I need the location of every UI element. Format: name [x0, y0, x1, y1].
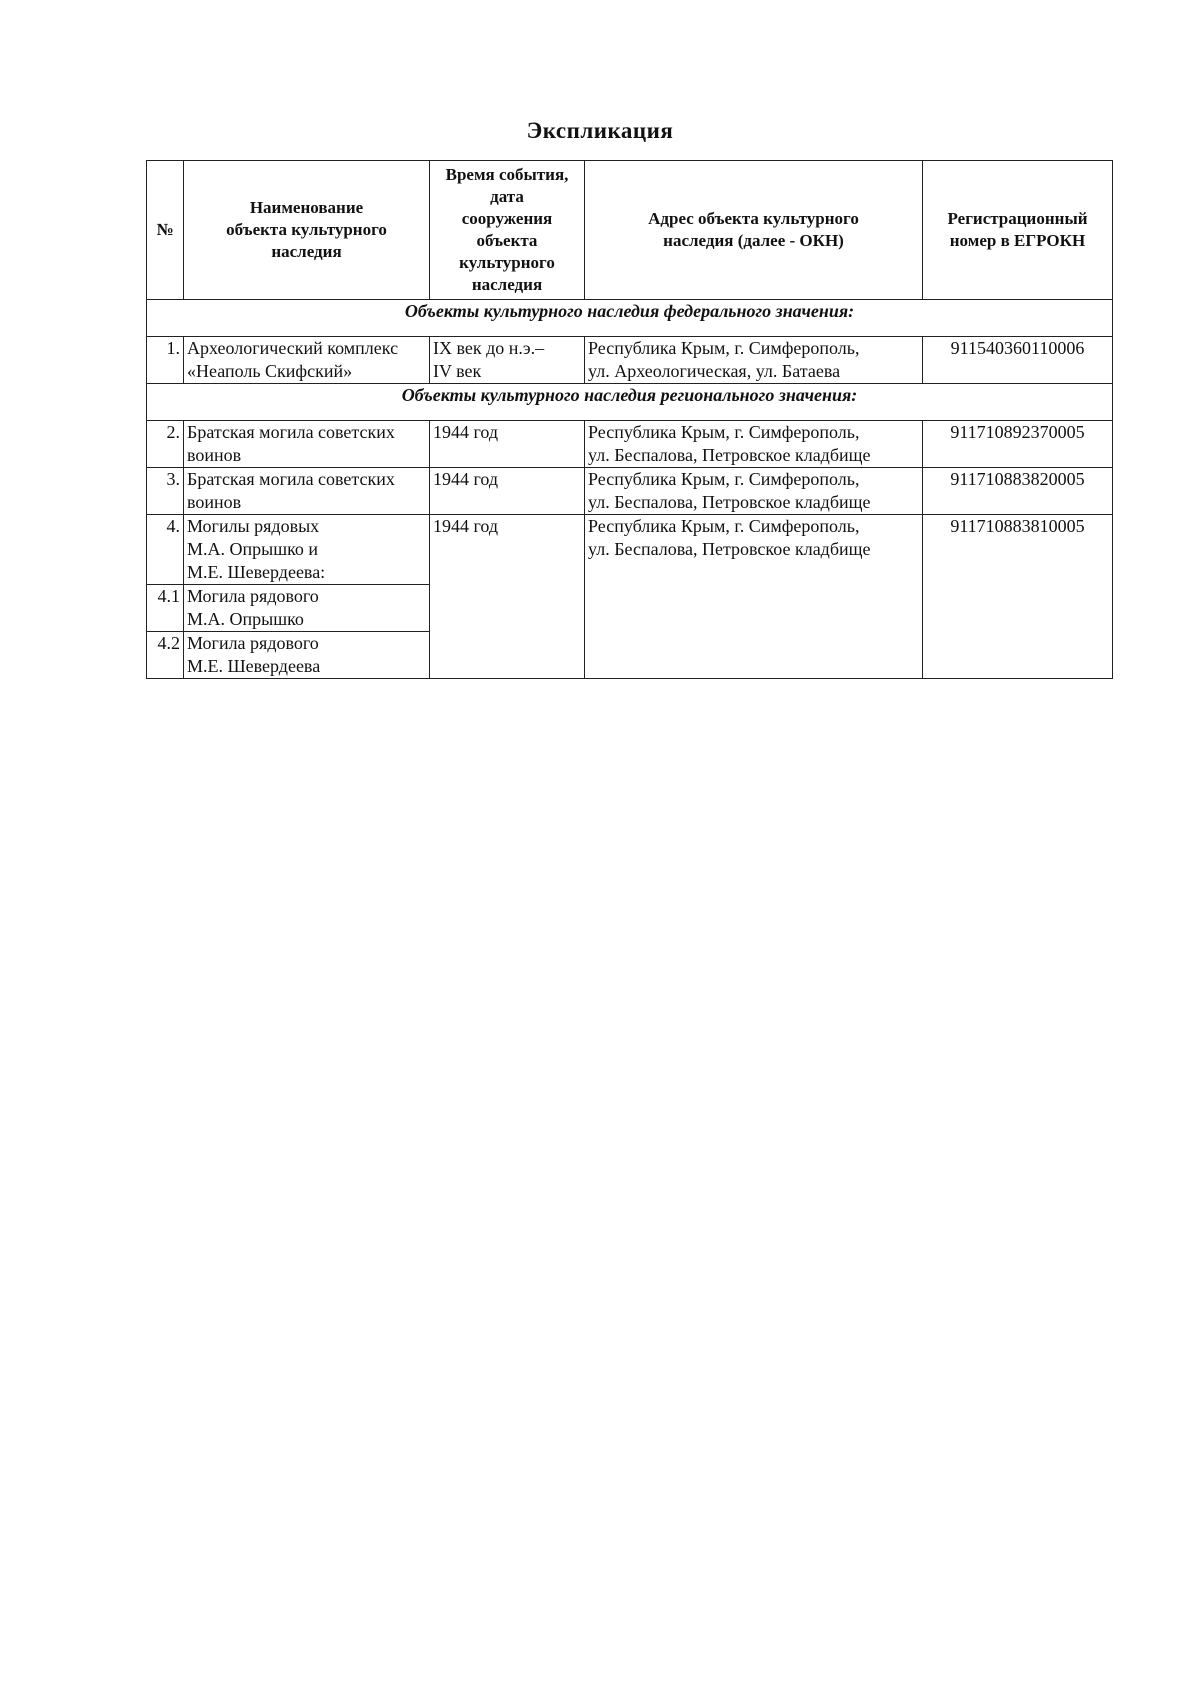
row-name: Братская могила советских воинов: [184, 468, 430, 515]
row-name: Могилы рядовых М.А. Опрышко и М.Е. Шевердеева:: [184, 515, 430, 585]
row-reg: 911710883810005: [923, 515, 1113, 679]
explication-table: [146, 160, 1113, 679]
section-row-federal: [147, 300, 1113, 337]
row-address: Республика Крым, г. Симферополь, ул. Беспалова, Петровское кладбище: [585, 515, 923, 679]
table-row: [147, 421, 1113, 468]
row-num: 2.: [147, 421, 184, 468]
row-date: IX век до н.э.– IV век: [430, 337, 585, 384]
header-date: Время события, дата сооружения объекта культурного наследия: [430, 161, 585, 300]
row-reg: 911540360110006: [923, 337, 1113, 384]
row-address: Республика Крым, г. Симферополь, ул. Беспалова, Петровское кладбище: [585, 468, 923, 515]
header-name: Наименование объекта культурного наследия: [184, 161, 430, 300]
section-title: Объекты культурного наследия федерального значения:: [147, 300, 1113, 337]
row-num: 4.1: [147, 585, 184, 632]
table-header-row: [147, 161, 1113, 300]
section-row-regional: [147, 384, 1113, 421]
header-address: Адрес объекта культурного наследия (далее - ОКН): [585, 161, 923, 300]
table-row: [147, 337, 1113, 384]
row-num: 4.2: [147, 632, 184, 679]
row-date: 1944 год: [430, 468, 585, 515]
row-name: Могила рядового М.Е. Шевердеева: [184, 632, 430, 679]
row-date: 1944 год: [430, 421, 585, 468]
row-num: 1.: [147, 337, 184, 384]
row-address: Республика Крым, г. Симферополь, ул. Беспалова, Петровское кладбище: [585, 421, 923, 468]
header-num: №: [147, 161, 184, 300]
row-date: 1944 год: [430, 515, 585, 679]
row-num: 4.: [147, 515, 184, 585]
section-title: Объекты культурного наследия регионального значения:: [147, 384, 1113, 421]
header-reg: Регистрационный номер в ЕГРОКН: [923, 161, 1113, 300]
row-name: Могила рядового М.А. Опрышко: [184, 585, 430, 632]
row-reg: 911710883820005: [923, 468, 1113, 515]
row-name: Братская могила советских воинов: [184, 421, 430, 468]
table-row: [147, 468, 1113, 515]
table-row: [147, 515, 1113, 585]
row-num: 3.: [147, 468, 184, 515]
row-address: Республика Крым, г. Симферополь, ул. Археологическая, ул. Батаева: [585, 337, 923, 384]
document-title: Экспликация: [526, 118, 674, 143]
row-reg: 911710892370005: [923, 421, 1113, 468]
row-name: Археологический комплекс «Неаполь Скифский»: [184, 337, 430, 384]
